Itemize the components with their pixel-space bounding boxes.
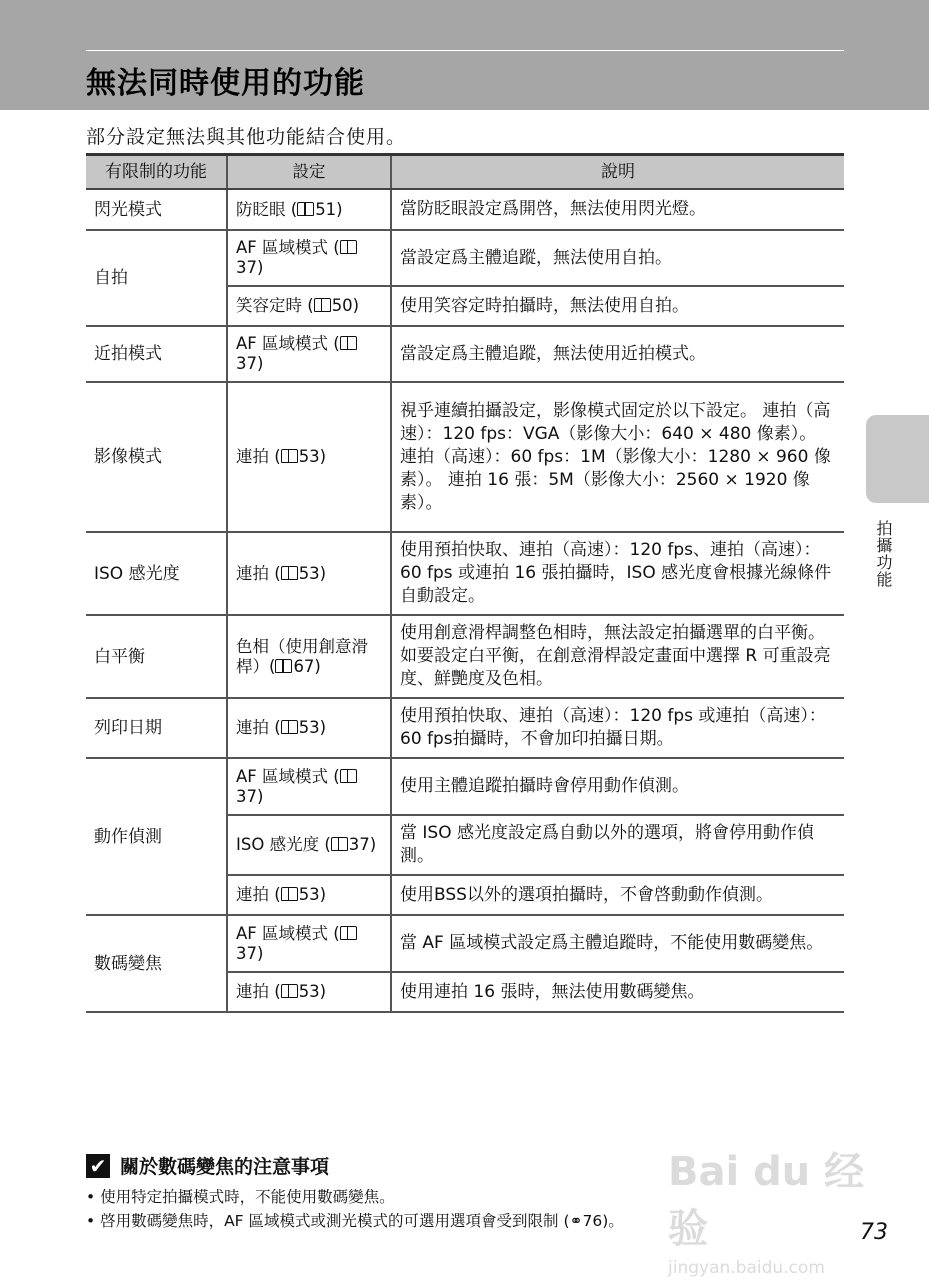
manual-book-icon (281, 984, 298, 998)
watermark-url: jingyan.baidu.com (668, 1258, 825, 1278)
table-row (86, 615, 844, 698)
feature-cell: 近拍模式 (86, 326, 227, 382)
setting-cell: 色相（使用創意滑桿）( 67) (227, 615, 391, 698)
setting-cell: 連拍 ( 53) (227, 972, 391, 1012)
description-cell: 當 AF 區域模式設定爲主體追蹤時，不能使用數碼變焦。 (391, 915, 844, 972)
setting-cell: AF 區域模式 (37) (227, 326, 391, 382)
description-cell: 視乎連續拍攝設定，影像模式固定於以下設定。 連拍（高速）：120 fps：VGA（影像大小：640 × 480 像素）。 連拍（高速）：60 fps：1M（影像大小：1280 × 960 像素）。 連拍 16 張：5M（影像大小：2560 × 1920 像素）。 (391, 382, 844, 532)
description-cell: 使用主體追蹤拍攝時會停用動作偵測。 (391, 758, 844, 815)
manual-book-icon (340, 336, 357, 350)
note-title: 關於數碼變焦的注意事項 (120, 1156, 330, 1178)
header-description: 說明 (391, 155, 844, 190)
description-cell: 當防眨眼設定爲開啓，無法使用閃光燈。 (391, 189, 844, 230)
description-cell: 當 ISO 感光度設定爲自動以外的選項，將會停用動作偵測。 (391, 815, 844, 875)
manual-book-icon (275, 659, 292, 673)
feature-cell: 閃光模式 (86, 189, 227, 230)
intro-text: 部分設定無法與其他功能結合使用。 (86, 126, 407, 148)
description-cell: 使用預拍快取、連拍（高速）：120 fps 或連拍（高速）：60 fps拍攝時，不會加印拍攝日期。 (391, 698, 844, 758)
manual-book-icon (297, 202, 314, 216)
description-cell: 當設定爲主體追蹤，無法使用自拍。 (391, 230, 844, 286)
feature-cell: 自拍 (86, 230, 227, 326)
description-cell: 使用笑容定時拍攝時，無法使用自拍。 (391, 286, 844, 326)
table-row (86, 189, 844, 230)
setting-cell: AF 區域模式 (37) (227, 758, 391, 815)
setting-cell: 笑容定時 ( 50) (227, 286, 391, 326)
watermark-logo: Bai du 经验 (668, 1149, 865, 1252)
feature-cell: ISO 感光度 (86, 532, 227, 615)
setting-cell: 連拍 ( 53) (227, 532, 391, 615)
setting-cell: 防眨眼 ( 51) (227, 189, 391, 230)
table-row (86, 758, 844, 815)
table-row (86, 698, 844, 758)
table-row (86, 915, 844, 972)
table-row (86, 326, 844, 382)
reference-link-icon: ⚭ (569, 1212, 583, 1230)
list-item: • 使用特定拍攝模式時，不能使用數碼變焦。 (86, 1185, 846, 1209)
manual-book-icon (281, 566, 298, 580)
setting-cell: 連拍 ( 53) (227, 698, 391, 758)
feature-cell: 白平衡 (86, 615, 227, 698)
list-item: • 啓用數碼變焦時，AF 區域模式或測光模式的可選用選項會受到限制 (⚭76)。 (86, 1209, 846, 1233)
description-cell: 使用BSS以外的選項拍攝時，不會啓動動作偵測。 (391, 875, 844, 915)
feature-cell: 列印日期 (86, 698, 227, 758)
description-cell: 使用預拍快取、連拍（高速）：120 fps、連拍（高速）：60 fps 或連拍 16 張拍攝時，ISO 感光度會根據光線條件自動設定。 (391, 532, 844, 615)
setting-cell: AF 區域模式 (37) (227, 230, 391, 286)
feature-cell: 影像模式 (86, 382, 227, 532)
page-title: 無法同時使用的功能 (86, 66, 365, 101)
chapter-label: 拍攝功能 (874, 520, 893, 588)
manual-book-icon (340, 926, 357, 940)
chapter-tab (866, 415, 929, 503)
manual-book-icon (281, 449, 298, 463)
table-row (86, 532, 844, 615)
setting-cell: AF 區域模式 (37) (227, 915, 391, 972)
watermark (668, 1140, 888, 1278)
manual-book-icon (314, 298, 331, 312)
check-icon: ✔ (86, 1154, 110, 1178)
setting-cell: 連拍 ( 53) (227, 875, 391, 915)
page-number: 73 (860, 1220, 888, 1245)
header-feature: 有限制的功能 (86, 155, 227, 190)
header-rule (86, 50, 844, 51)
header-setting: 設定 (227, 155, 391, 190)
manual-book-icon (340, 769, 357, 783)
description-cell: 當設定爲主體追蹤，無法使用近拍模式。 (391, 326, 844, 382)
description-cell: 使用連拍 16 張時，無法使用數碼變焦。 (391, 972, 844, 1012)
setting-cell: 連拍 ( 53) (227, 382, 391, 532)
table-header-row (86, 155, 844, 190)
feature-cell: 動作偵測 (86, 758, 227, 915)
manual-book-icon (340, 240, 357, 254)
manual-book-icon (281, 887, 298, 901)
feature-cell: 數碼變焦 (86, 915, 227, 1012)
setting-cell: ISO 感光度 ( 37) (227, 815, 391, 875)
manual-book-icon (331, 837, 348, 851)
table-row (86, 230, 844, 286)
manual-book-icon (281, 720, 298, 734)
description-cell: 使用創意滑桿調整色相時，無法設定拍攝選單的白平衡。如要設定白平衡，在創意滑桿設定畫面中選擇 R 可重設亮度、鮮艷度及色相。 (391, 615, 844, 698)
table-row (86, 382, 844, 532)
restrictions-table (86, 153, 844, 1013)
